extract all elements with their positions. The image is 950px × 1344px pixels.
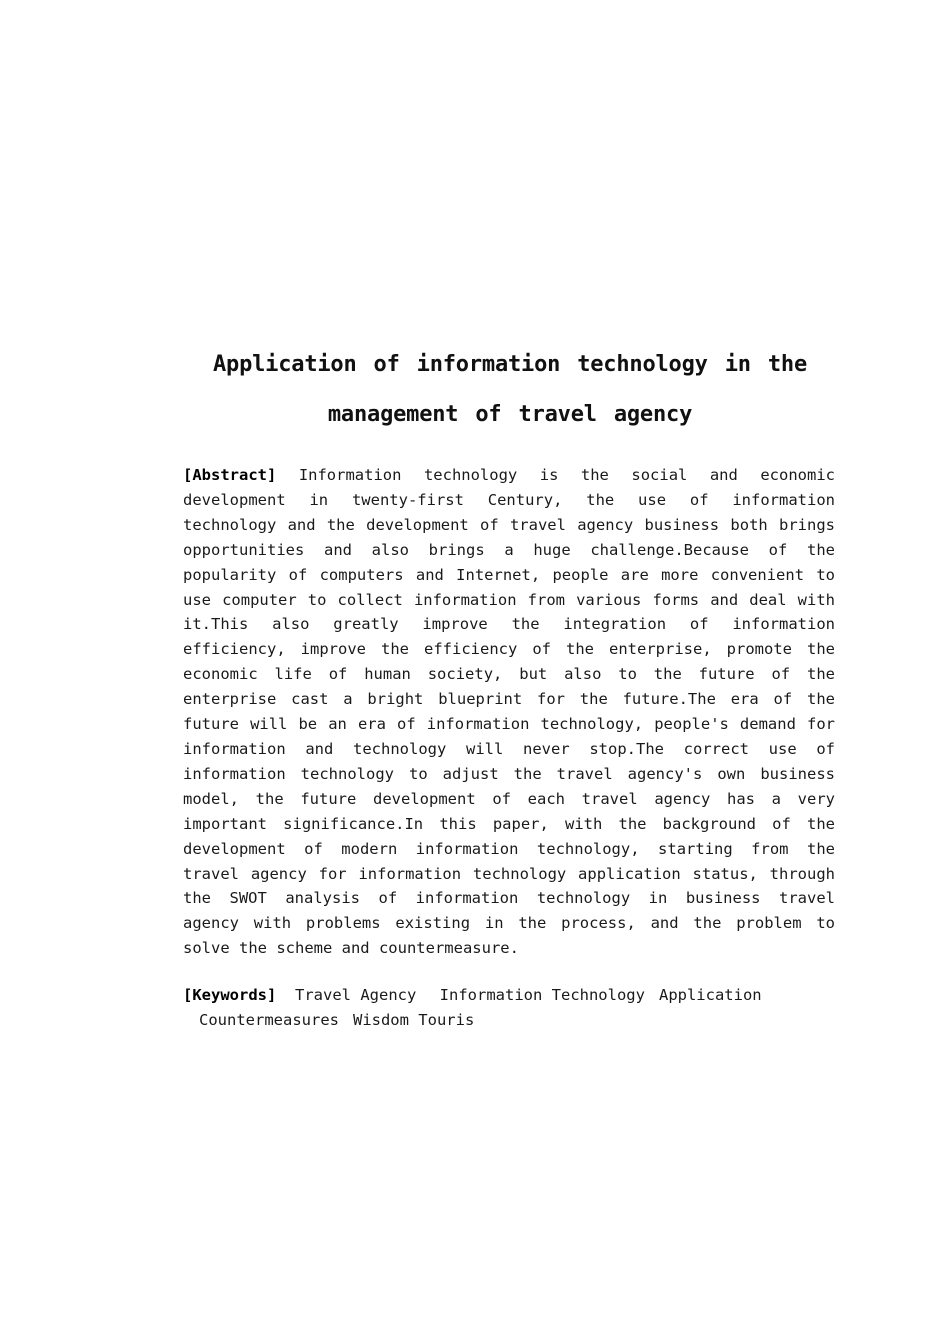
keyword: Countermeasures [199, 1011, 339, 1029]
keywords-section [183, 983, 835, 1033]
keywords-label: [Keywords] [183, 986, 277, 1004]
abstract-line: development in twenty-first Century, the use of information [183, 490, 835, 509]
keywords-line [183, 983, 835, 1008]
keyword: Travel Agency [295, 986, 417, 1004]
abstract-line: the SWOT analysis of information technology in business travel [183, 889, 835, 908]
abstract-line [183, 463, 835, 488]
keywords-line [183, 1008, 835, 1033]
abstract-line: solve the scheme and countermeasure. [183, 939, 519, 958]
abstract-line: travel agency for information technology application status, through [183, 864, 835, 883]
abstract-section [183, 463, 835, 961]
abstract-line: agency with problems existing in the process, and the problem to [183, 914, 835, 933]
abstract-line: model, the future development of each travel agency has a very [183, 789, 835, 808]
abstract-line: it.This also greatly improve the integration of information [183, 615, 835, 634]
abstract-text: Information technology is the social and economic [298, 466, 835, 484]
abstract-line: efficiency, improve the efficiency of the enterprise, promote the [183, 640, 835, 659]
abstract-line: information and technology will never stop.The correct use of [183, 739, 835, 758]
abstract-label: [Abstract] [183, 466, 277, 484]
abstract-line: important significance.In this paper, with the background of the [183, 814, 835, 833]
abstract-line: enterprise cast a bright blueprint for the future.The era of the [183, 690, 835, 709]
abstract-line: information technology to adjust the travel agency's own business [183, 764, 835, 783]
paper-title-line-1: Application of information technology in the [213, 352, 807, 377]
abstract-line: future will be an era of information technology, people's demand for [183, 715, 835, 734]
abstract-line: use computer to collect information from various forms and deal with [183, 590, 835, 609]
abstract-line: economic life of human society, but also to the future of the [183, 665, 835, 684]
paper-title-line-2: management of travel agency [327, 402, 693, 427]
abstract-line: technology and the development of travel agency business both brings [183, 515, 835, 534]
abstract-line: development of modern information technology, starting from the [183, 839, 835, 858]
abstract-line: opportunities and also brings a huge challenge.Because of the [183, 540, 835, 559]
keyword: Wisdom Touris [352, 1011, 475, 1029]
keyword: Information Technology [439, 986, 645, 1004]
abstract-line: popularity of computers and Internet, people are more convenient to [183, 565, 835, 584]
keyword: Application [658, 986, 762, 1004]
